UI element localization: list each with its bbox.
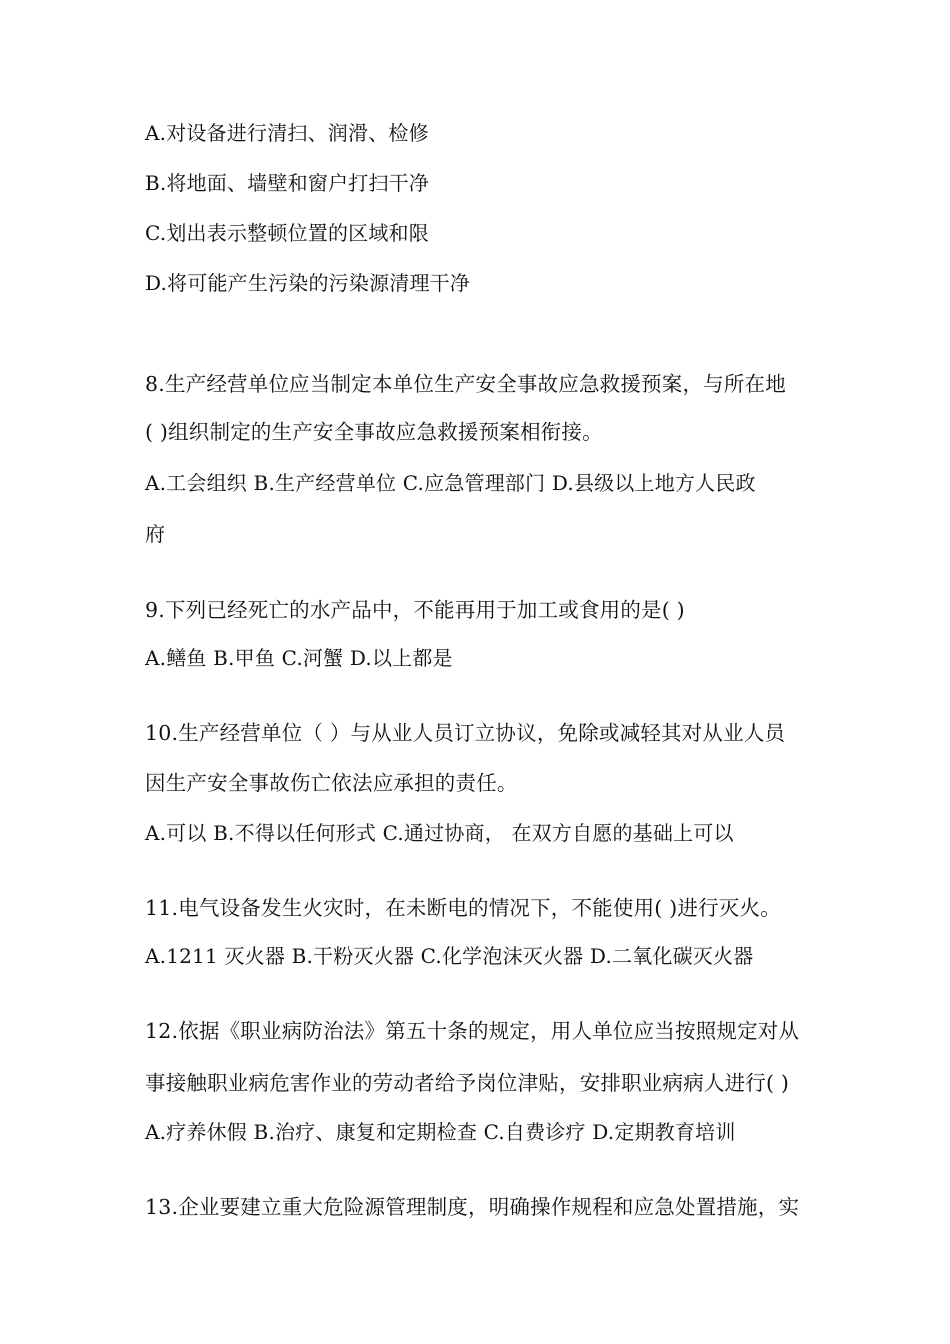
question-8-options-cont: 府 — [145, 522, 166, 546]
question-11-options: A.1211 灭火器 B.干粉灭火器 C.化学泡沫灭火器 D.二氧化碳灭火器 — [145, 944, 754, 968]
question-11: 11.电气设备发生火灾时，在未断电的情况下，不能使用( )进行灭火。 — [145, 896, 781, 920]
question-12-line-2: 事接触职业病危害作业的劳动者给予岗位津贴，安排职业病病人进行( ) — [145, 1071, 790, 1095]
option-7d: D.将可能产生污染的污染源清理干净 — [145, 271, 471, 295]
question-12-line-1: 12.依据《职业病防治法》第五十条的规定，用人单位应当按照规定对从 — [145, 1019, 800, 1043]
question-13-line-1: 13.企业要建立重大危险源管理制度，明确操作规程和应急处置措施，实 — [145, 1195, 800, 1219]
question-10-line-1: 10.生产经营单位（ ）与从业人员订立协议，免除或减轻其对从业人员 — [145, 721, 786, 745]
option-7b: B.将地面、墙壁和窗户打扫干净 — [145, 171, 430, 195]
question-12-options: A.疗养休假 B.治疗、康复和定期检查 C.自费诊疗 D.定期教育培训 — [145, 1120, 736, 1144]
question-8-options: A.工会组织 B.生产经营单位 C.应急管理部门 D.县级以上地方人民政 — [145, 471, 756, 495]
option-7c: C.划出表示整顿位置的区域和限 — [145, 221, 429, 245]
question-9: 9.下列已经死亡的水产品中，不能再用于加工或食用的是( ) — [145, 598, 685, 622]
option-7a: A.对设备进行清扫、润滑、检修 — [145, 121, 429, 145]
question-10-options: A.可以 B.不得以任何形式 C.通过协商， 在双方自愿的基础上可以 — [145, 821, 734, 845]
question-10-line-2: 因生产安全事故伤亡依法应承担的责任。 — [145, 771, 518, 795]
question-9-options: A.鳝鱼 B.甲鱼 C.河蟹 D.以上都是 — [145, 646, 453, 670]
question-8-line-2: ( )组织制定的生产安全事故应急救援预案相衔接。 — [145, 420, 603, 444]
question-8-line-1: 8.生产经营单位应当制定本单位生产安全事故应急救援预案，与所在地 — [145, 372, 786, 396]
